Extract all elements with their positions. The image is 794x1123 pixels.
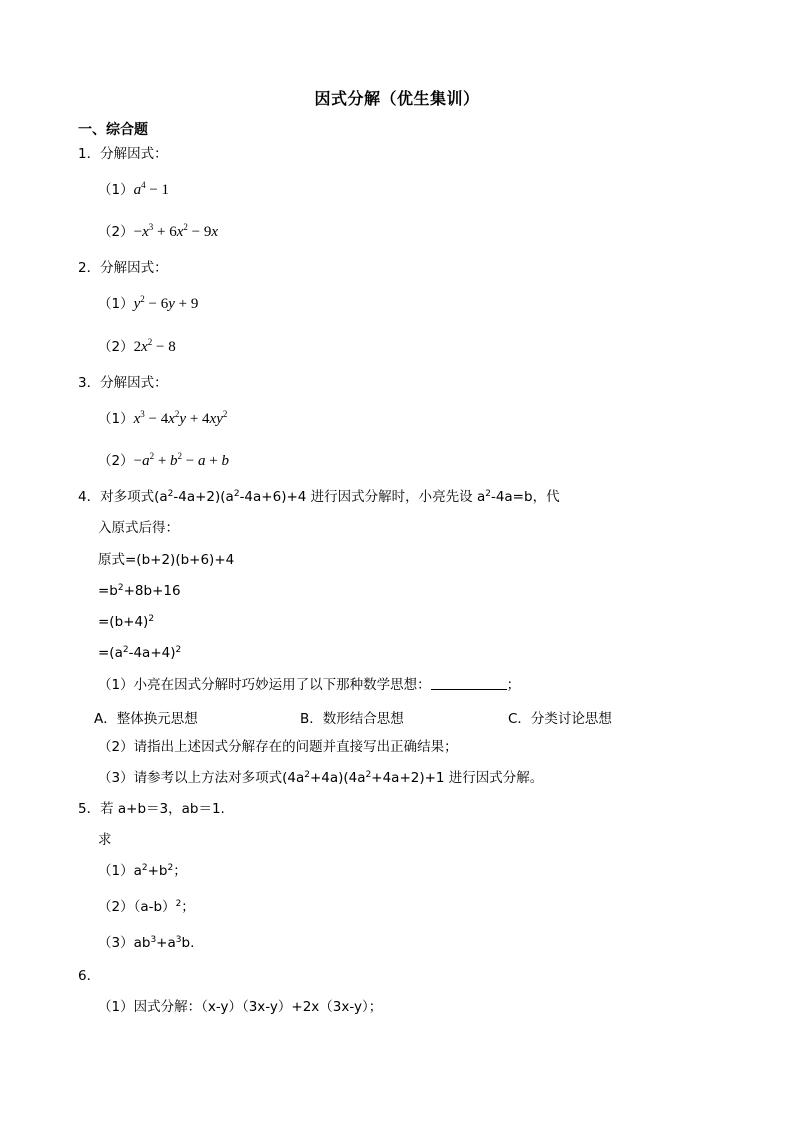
option-a[interactable]: A．整体换元思想	[94, 711, 198, 727]
question-4-step-3: $=(b+4)^2$	[98, 614, 155, 630]
math-expression: $x^3 - 4x^2y + 4xy^2$	[133, 409, 228, 427]
math-expression: $-a^2 + b^2 - a + b$	[133, 451, 229, 469]
question-5-part-1: $(1)a^2+b^2$；	[98, 863, 187, 879]
question-4-sub-3: （3）请参考以上方法对多项式$(4a^2+4a)(4a^2+4a+2)+1$ 进行因式分解。	[98, 770, 544, 786]
question-6-label: 6．	[78, 968, 101, 984]
math-expression: $2x^2 - 8$	[133, 337, 176, 355]
question-3-part-1: $(1)x^3 - 4x^2y + 4xy^2$	[98, 409, 228, 427]
question-4-intro: 4．对多项式$(a^2-4a+2)(a^2-4a+6)+4$ 进行因式分解时，小亮先设 $a^2-4a=b$，代	[78, 489, 560, 505]
question-1-label: 1．分解因式：	[78, 146, 168, 162]
option-c[interactable]: C．分类讨论思想	[508, 711, 612, 727]
question-5-label: 5．若 a+b＝3，ab＝1.	[78, 801, 225, 817]
question-3-part-2: $(2)-a^2 + b^2 - a + b$	[98, 451, 229, 469]
math-expression: $a^4 - 1$	[133, 180, 170, 198]
question-4-line-2: 入原式后得：	[98, 520, 179, 536]
question-1-part-1: $(1)a^4 - 1$	[98, 180, 170, 198]
question-5-part-3: $(3)ab^3+a^3b$.	[98, 935, 195, 951]
answer-blank[interactable]	[431, 677, 507, 690]
question-4-step-1: 原式=(b+2)(b+6)+4	[98, 552, 235, 568]
math-expression: $y^2 - 6y + 9$	[133, 294, 199, 312]
question-4-step-2: $=b^2+8b+16$	[98, 583, 181, 599]
question-2-part-1: $(1)y^2 - 6y + 9$	[98, 294, 199, 312]
question-4-sub-1: （1）小亮在因式分解时巧妙运用了以下那种数学思想： ；	[98, 677, 521, 693]
question-4-sub-2: （2）请指出上述因式分解存在的问题并直接写出正确结果；	[98, 739, 458, 755]
question-6-part-1: （1）因式分解：（x-y）（3x-y）+2x（3x-y）；	[98, 999, 383, 1015]
question-2-label: 2．分解因式：	[78, 260, 168, 276]
question-3-label: 3．分解因式：	[78, 375, 168, 391]
page-title: 因式分解（优生集训）	[314, 89, 480, 108]
math-expression: $-x^3 + 6x^2 - 9x$	[133, 222, 219, 240]
question-5-part-2: $(2)(a-b)^2$；	[98, 899, 195, 915]
question-4-step-4: $=(a^2-4a+4)^2$	[98, 645, 182, 661]
question-2-part-2: $(2)2x^2 - 8$	[98, 337, 176, 355]
question-5-line-2: 求	[98, 832, 112, 848]
option-b[interactable]: B．数形结合思想	[300, 711, 404, 727]
question-1-part-2: $(2)-x^3 + 6x^2 - 9x$	[98, 222, 219, 240]
section-heading: 一、综合题	[78, 122, 148, 138]
